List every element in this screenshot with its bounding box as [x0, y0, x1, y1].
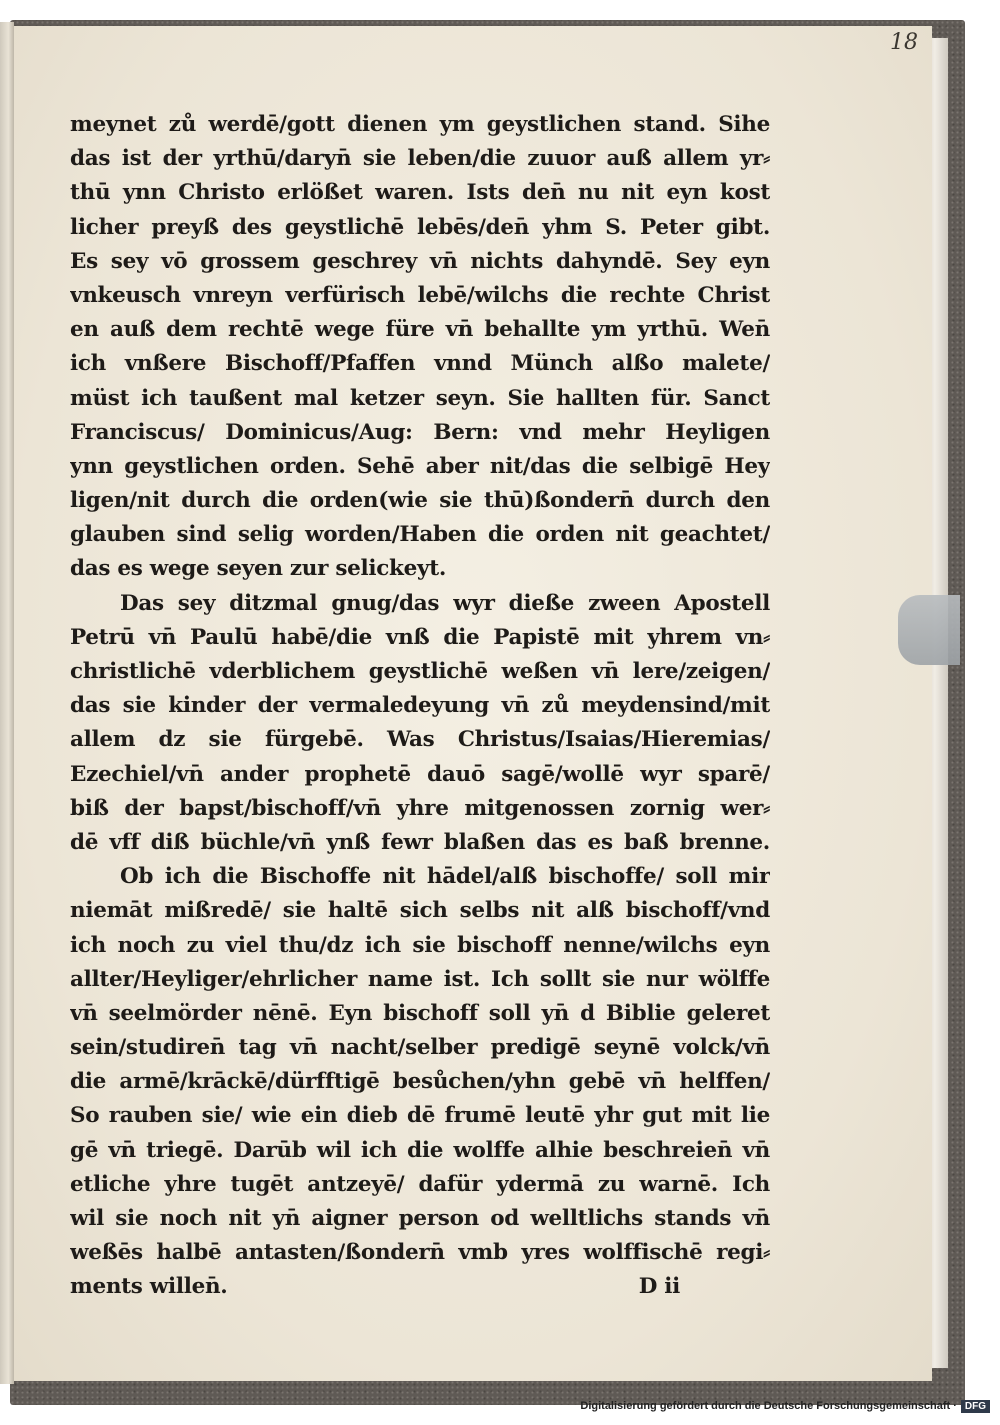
text-line: allem dz sie fürgebē. Was Christus/Isaias/Hieremias/ [70, 727, 770, 753]
footer-credit [0, 1400, 990, 1413]
text-line: ments willen̄. [70, 1274, 228, 1300]
text-line: Ob ich die Bischoffe nit hādel/alß bischoffe/ soll mir [120, 864, 770, 890]
text-line: Ezechiel/vn̄ ander prophetē dauō sagē/wollē wyr sparē/ [70, 761, 770, 787]
text-line: allter/Heyliger/ehrlicher name ist. Ich sollt sie nur wölffe [70, 966, 770, 992]
text-line: biß der bapst/bischoff/vn̄ yhre mitgenossen zornig wer⸗ [70, 795, 770, 821]
text-block [70, 108, 770, 1305]
text-line: Franciscus/ Dominicus/Aug: Bern: vnd mehr Heyligen [70, 419, 770, 445]
text-line: glauben sind selig worden/Haben die orden nit geachtet/ [70, 522, 770, 548]
text-line: vnkeusch vnreyn verfürisch lebē/wilchs die rechte Christ [70, 282, 770, 308]
text-line: ich noch zu viel thu/dz ich sie bischoff nenne/wilchs eyn [70, 932, 770, 958]
text-line-final [70, 1270, 770, 1304]
text-line: licher preyß des geystlichē lebēs/den̄ yhm S. Peter gibt. [70, 214, 770, 240]
text-line: das es wege seyen zur selickeyt. [70, 556, 447, 582]
text-line: meynet zů werdē/gott dienen ym geystlichen stand. Sihe [70, 112, 770, 137]
text-line: das sie kinder der vermaledeyung vn̄ zů meydensind/mit [70, 693, 770, 719]
text-line: niemāt mißredē/ sie haltē sich selbs nit alß bischoff/vnd [70, 898, 770, 924]
text-line: vn̄ seelmörder nēnē. Eyn bischoff soll yn̄ d Biblie geleret [70, 1000, 770, 1026]
text-line: Petrū vn̄ Paulū habē/die vnß die Papistē mit yhrem vn⸗ [70, 624, 770, 650]
text-line: ligen/nit durch die orden(wie sie thū)ßondern̄ durch den [70, 488, 770, 514]
text-line: dē vff diß büchle/vn̄ ynß fewr blaßen das es baß brenne. [70, 829, 770, 855]
text-line: weßēs halbē antasten/ßondern̄ vmb yres wolffischē regi⸗ [70, 1240, 770, 1266]
dfg-logo: DFG [961, 1400, 990, 1413]
text-line: ynn geystlichen orden. Sehē aber nit/das die selbigē Hey [70, 453, 770, 479]
text-line: So rauben sie/ wie ein dieb dē frumē leutē yhr gut mit lie [70, 1103, 770, 1129]
text-line: etliche yhre tugēt antzeyē/ dafür ydermā zu warnē. Ich [70, 1171, 770, 1197]
signature-mark: D ii [638, 1274, 680, 1300]
text-line: Das sey ditzmal gnug/das wyr dieße zween Apostell [120, 590, 770, 616]
text-line: thū ynn Christo erlößet waren. Ists den̄ nu nit eyn kost [70, 180, 770, 206]
footer-credit-text: Digitalisierung gefördert durch die Deutsche Forschungsgemeinschaft · [580, 1400, 957, 1412]
folio-number: 18 [890, 30, 918, 55]
text-line: die armē/krāckē/dürfftigē besůchen/yhn gebē vn̄ helffen/ [70, 1069, 770, 1095]
text-line: christlichē vderblichem geystlichē weßen vn̄ lere/zeigen/ [70, 659, 770, 684]
text-line: en auß dem rechtē wege füre vn̄ behallte ym yrthū. Wen̄ [70, 317, 770, 343]
text-line: wil sie noch nit yn̄ aigner person od welltlichs stands vn̄ [70, 1206, 770, 1231]
text-line: das ist der yrthū/daryn̄ sie leben/die zuuor auß allem yr⸗ [70, 146, 770, 172]
text-line: Es sey vō grossem geschrey vn̄ nichts dahyndē. Sey eyn [70, 248, 770, 274]
text-line: gē vn̄ triegē. Darūb wil ich die wolffe alhie beschreien̄ vn̄ [70, 1137, 770, 1163]
page-tab [898, 595, 960, 665]
text-line: ich vnßere Bischoff/Pfaffen vnnd Münch alßo malete/ [70, 351, 770, 377]
text-line: sein/studiren̄ tag vn̄ nacht/selber predigē seynē volck/vn̄ [70, 1035, 770, 1061]
text-line: müst ich taußent mal ketzer seyn. Sie hallten für. Sanct [70, 385, 770, 411]
facing-page-edge [0, 22, 14, 1384]
